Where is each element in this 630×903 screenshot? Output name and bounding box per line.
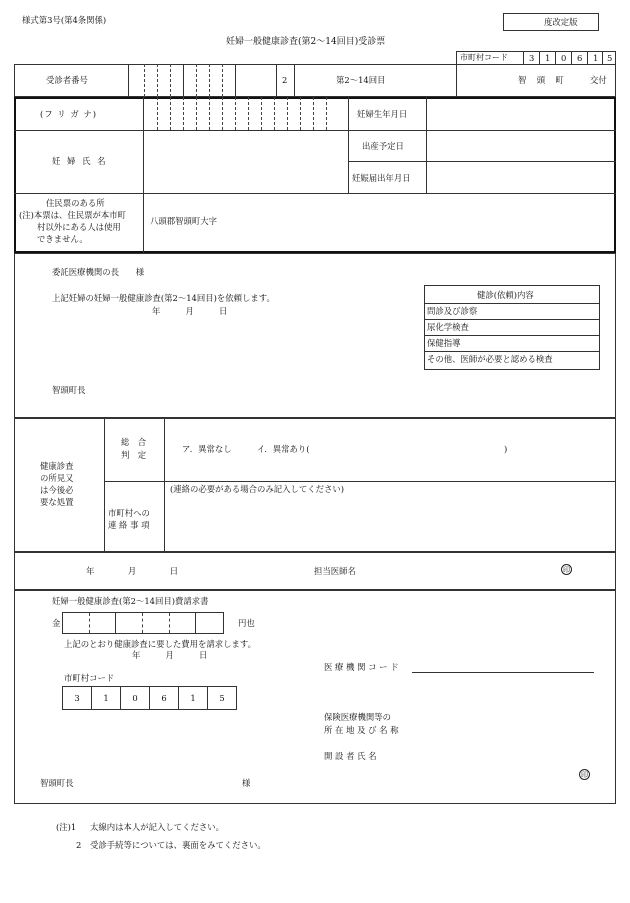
visit-number: 2 — [282, 75, 288, 85]
bm-digit: 6 — [149, 686, 179, 710]
billing-mayor: 智頭町長 — [40, 778, 74, 788]
exam-item: 保健指導 — [427, 338, 461, 348]
form-number: 様式第3号(第4条関係) — [22, 15, 107, 25]
request-mayor: 智頭町長 — [52, 385, 86, 395]
bm-digit: 0 — [120, 686, 150, 710]
birthdate-label: 妊婦生年月日 — [357, 109, 408, 119]
due-date-label: 出産予定日 — [362, 141, 404, 151]
visit-range: 第2～14回目 — [336, 75, 386, 85]
version-label: 度改定版 — [544, 17, 578, 27]
yen-suffix: 円也 — [238, 618, 255, 628]
institution-code-line — [412, 672, 594, 673]
contact-label: 市町村への — [108, 508, 150, 518]
note-text: 太線内は本人が記入してください。 — [90, 822, 224, 832]
exam-table-header: 健診(依頼)内容 — [477, 290, 534, 300]
request-text: 上記妊婦の妊婦一般健康診査(第2～14回目)を依頼します。 — [52, 293, 275, 303]
overall-close: ) — [504, 444, 508, 454]
note-number: 2 — [76, 840, 82, 850]
founder-label: 開 設 者 氏 名 — [324, 751, 377, 761]
note-number: (注)1 — [56, 822, 77, 832]
billing-title: 妊婦一般健康診査(第2～14回目)費請求書 — [52, 596, 209, 606]
note-text: 受診手続等については、裏面をみてください。 — [90, 840, 266, 850]
findings-label: は今後必 — [40, 485, 74, 495]
signature-date: 年 月 日 — [86, 566, 179, 576]
address-note: (注)本票は、住民票が本市町 — [19, 210, 127, 220]
claim-date: 年 月 日 — [132, 650, 208, 660]
address-note: できません。 — [37, 234, 88, 244]
contact-note: (連絡の必要がある場合のみ記入してください) — [170, 484, 345, 494]
patient-number-label: 受診者番号 — [46, 75, 88, 85]
address-note: 村以外にある人は使用 — [37, 222, 121, 232]
overall-options: ア．異常なし イ．異常あり( — [182, 444, 310, 454]
hm-digit: 5 — [607, 53, 613, 63]
hm-digit: 1 — [593, 53, 599, 63]
doctor-seal: 印 — [563, 565, 570, 574]
exam-content-table — [424, 285, 600, 370]
billing-municipality-code-label: 市町村コード — [64, 673, 115, 683]
issuing-town: 智 頭 町 — [518, 75, 565, 85]
findings-label: の所見又 — [40, 473, 74, 483]
pregnancy-report-label: 妊娠届出年月日 — [352, 173, 411, 183]
contact-label: 連 絡 事 項 — [108, 520, 150, 530]
findings-label: 要な処置 — [40, 497, 74, 507]
address-value: 八頭郡智頭町大字 — [150, 216, 217, 226]
institution-code-label: 医 療 機 関 コ ー ド — [324, 662, 399, 672]
amount-field[interactable] — [62, 612, 224, 634]
header-municipality-code — [456, 51, 616, 65]
bm-digit: 1 — [91, 686, 121, 710]
hm-digit: 6 — [577, 53, 583, 63]
hm-digit: 0 — [561, 53, 567, 63]
furigana-label: (フ リ ガ ナ) — [40, 109, 98, 119]
insurer-label: 保険医療機関等の — [324, 712, 391, 722]
exam-item: 問診及び診察 — [427, 306, 478, 316]
overall-judgment-label: 総 合 — [121, 437, 147, 447]
bm-digit: 5 — [207, 686, 237, 710]
address-label: 住民票のある所 — [46, 198, 105, 208]
yen-prefix: 金 — [52, 618, 61, 628]
founder-seal: 印 — [581, 770, 588, 779]
hm-digit: 1 — [545, 53, 551, 63]
overall-judgment-label: 判 定 — [121, 450, 147, 460]
version-box — [503, 13, 599, 31]
exam-item: 尿化学検査 — [427, 322, 469, 332]
patient-name-label: 妊 婦 氏 名 — [52, 156, 108, 166]
hm-digit: 3 — [529, 53, 535, 63]
exam-item: その他、医師が必要と認める検査 — [427, 354, 553, 364]
billing-sama: 様 — [242, 778, 251, 788]
request-date: 年 月 日 — [152, 306, 228, 316]
bm-digit: 3 — [62, 686, 92, 710]
doctor-label: 担当医師名 — [314, 566, 356, 576]
insurer-label: 所 在 地 及 び 名 称 — [324, 725, 399, 735]
to-institution: 委託医療機関の長 様 — [52, 267, 145, 277]
issued-label: 交付 — [590, 75, 607, 85]
page-title: 妊婦一般健康診査(第2～14回目)受診票 — [226, 37, 386, 47]
bm-digit: 1 — [178, 686, 208, 710]
findings-label: 健康診査 — [40, 461, 74, 471]
claim-text: 上記のとおり健康診査に要した費用を請求します。 — [64, 639, 256, 649]
header-municipality-code-label: 市町村コード — [460, 53, 508, 62]
